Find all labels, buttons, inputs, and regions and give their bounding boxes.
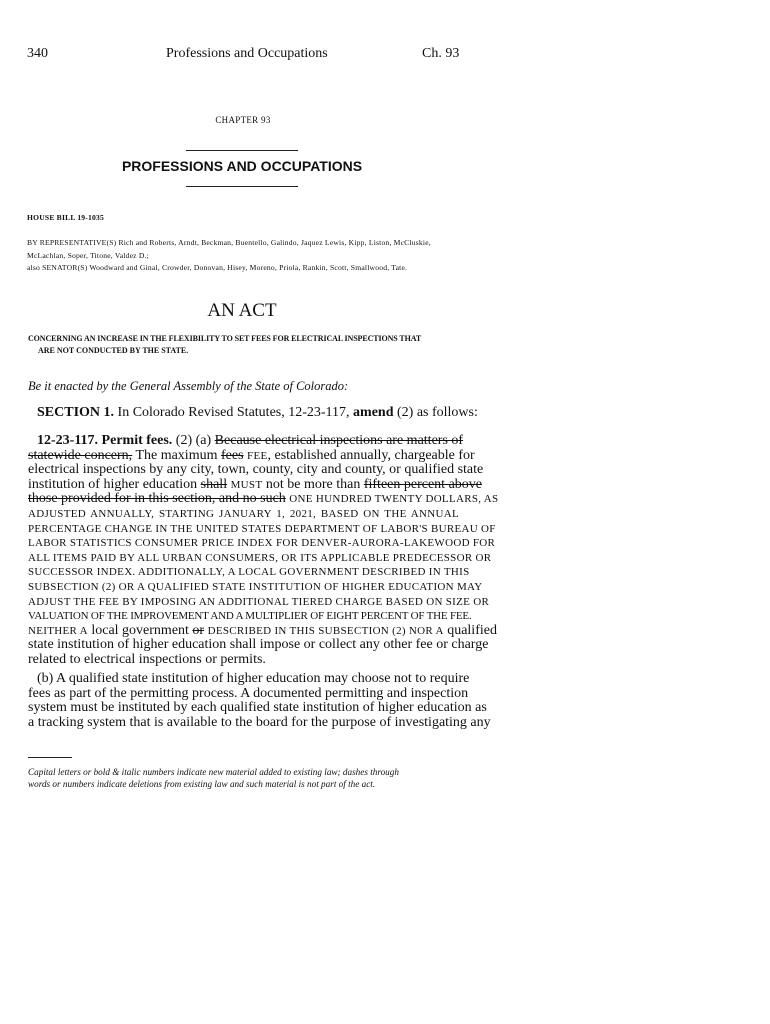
new-text: MUST [230, 478, 263, 491]
statute-text: qualified [447, 622, 497, 638]
section-label: SECTION 1. [37, 405, 115, 420]
sponsors-line-1: BY REPRESENTATIVE(S) Rich and Roberts, Arndt, Beckman, Buentello, Galindo, Jaquez Lewis, Kipp, Liston, McCluskie, [27, 238, 431, 247]
statute-line: (b) A qualified state institution of higher education may choose not to require [37, 671, 470, 686]
chapter-reference: Ch. 93 [422, 46, 460, 61]
amend-keyword: amend [353, 405, 394, 420]
sponsors-line-2: McLachlan, Soper, Titone, Valdez D.; [27, 251, 149, 260]
statute-paragraph-a [28, 433, 499, 668]
new-text-line: ADJUST THE FEE BY IMPOSING AN ADDITIONAL TIERED CHARGE BASED ON SIZE OR [28, 595, 490, 608]
chapter-title: PROFESSIONS AND OCCUPATIONS [121, 158, 363, 174]
section-tail: (2) as follows: [397, 405, 478, 420]
statute-line [28, 447, 475, 464]
deleted-text: statewide concern, [28, 447, 133, 463]
footnote-line-1: Capital letters or bold & italic numbers indicate new material added to existing law; dashes through [28, 767, 399, 777]
chapter-label: CHAPTER 93 [215, 115, 271, 125]
new-text-line: LABOR STATISTICS CONSUMER PRICE INDEX FOR DENVER-AURORA-LAKEWOOD FOR [28, 537, 496, 550]
statute-text: (2) (a) [175, 433, 212, 448]
statute-line: related to electrical inspections or permits. [28, 651, 266, 667]
deleted-text: fifteen percent above [363, 476, 482, 492]
concerning-line-2: ARE NOT CONDUCTED BY THE STATE. [38, 346, 189, 355]
statute-text: not be more than [265, 476, 361, 492]
new-text-line: ADJUSTED ANNUALLY, STARTING JANUARY 1, 2021, BASED ON THE ANNUAL [28, 507, 459, 520]
deleted-text: shall [200, 476, 228, 492]
new-text-line: VALUATION OF THE IMPROVEMENT AND A MULTIPLIER OF EIGHT PERCENT OF THE FEE. [28, 610, 472, 623]
running-title: Professions and Occupations [166, 46, 328, 61]
statute-line: a tracking system that is available to the board for the purpose of investigating any [28, 714, 491, 730]
statute-line: state institution of higher education shall impose or collect any other fee or charge [28, 637, 489, 653]
divider-bottom [186, 186, 298, 187]
deleted-text: or [192, 622, 205, 638]
statute-text: The maximum [135, 447, 218, 463]
statute-number-title: 12-23-117. Permit fees. [37, 433, 173, 448]
deleted-text: Because electrical inspections are matters of [214, 433, 464, 448]
new-text-line: SUCCESSOR INDEX. ADDITIONALLY, A LOCAL GOVERNMENT DESCRIBED IN THIS [28, 566, 470, 579]
new-text: DESCRIBED IN THIS SUBSECTION (2) NOR A [207, 624, 444, 637]
statute-line [28, 476, 482, 493]
act-heading: AN ACT [207, 300, 277, 321]
section-1 [37, 405, 478, 421]
new-text-line: SUBSECTION (2) OR A QUALIFIED STATE INSTITUTION OF HIGHER EDUCATION MAY [28, 580, 483, 593]
footnote-rule [28, 757, 72, 758]
deleted-text: fees [220, 447, 244, 463]
new-text-line: ALL ITEMS PAID BY ALL URBAN CONSUMERS, OR ITS APPLICABLE PREDECESSOR OR [28, 551, 492, 564]
concerning-line-1: CONCERNING AN INCREASE IN THE FLEXIBILITY TO SET FEES FOR ELECTRICAL INSPECTIONS THAT [28, 334, 422, 343]
sponsors-line-3: also SENATOR(S) Woodward and Ginal, Crowder, Donovan, Hisey, Moreno, Priola, Rankin, Scott, Smallwood, Tate. [27, 263, 408, 272]
footnote-line-2: words or numbers indicate deletions from existing law and such material is not part of the act. [28, 779, 376, 789]
statute-line: fees as part of the permitting process. A documented permitting and inspection [28, 685, 469, 701]
new-text: ONE HUNDRED TWENTY DOLLARS, AS [289, 493, 499, 506]
statute-text: , established annually, chargeable for [267, 447, 475, 463]
new-text-line: PERCENTAGE CHANGE IN THE UNITED STATES DEPARTMENT OF LABOR'S BUREAU OF [28, 522, 496, 535]
statute-line: electrical inspections by any city, town, county, city and county, or qualified state [28, 462, 484, 478]
new-text: FEE [247, 449, 268, 462]
statute-text: institution of higher education [28, 476, 198, 492]
deleted-text: those provided for in this section, and no such [28, 491, 286, 507]
statute-text: local government [91, 622, 189, 638]
divider-top [186, 150, 298, 151]
statute-paragraph-b [28, 671, 491, 730]
section-text: In Colorado Revised Statutes, 12-23-117, [117, 405, 350, 420]
statute-line [28, 622, 497, 639]
bill-id: HOUSE BILL 19-1035 [27, 213, 105, 222]
page-number: 340 [27, 46, 48, 61]
statute-line [28, 491, 499, 507]
enacting-clause: Be it enacted by the General Assembly of the State of Colorado: [28, 379, 349, 393]
new-text: NEITHER A [28, 624, 88, 637]
statute-line [28, 433, 464, 449]
statute-line: system must be instituted by each qualified state institution of higher education as [28, 700, 487, 716]
